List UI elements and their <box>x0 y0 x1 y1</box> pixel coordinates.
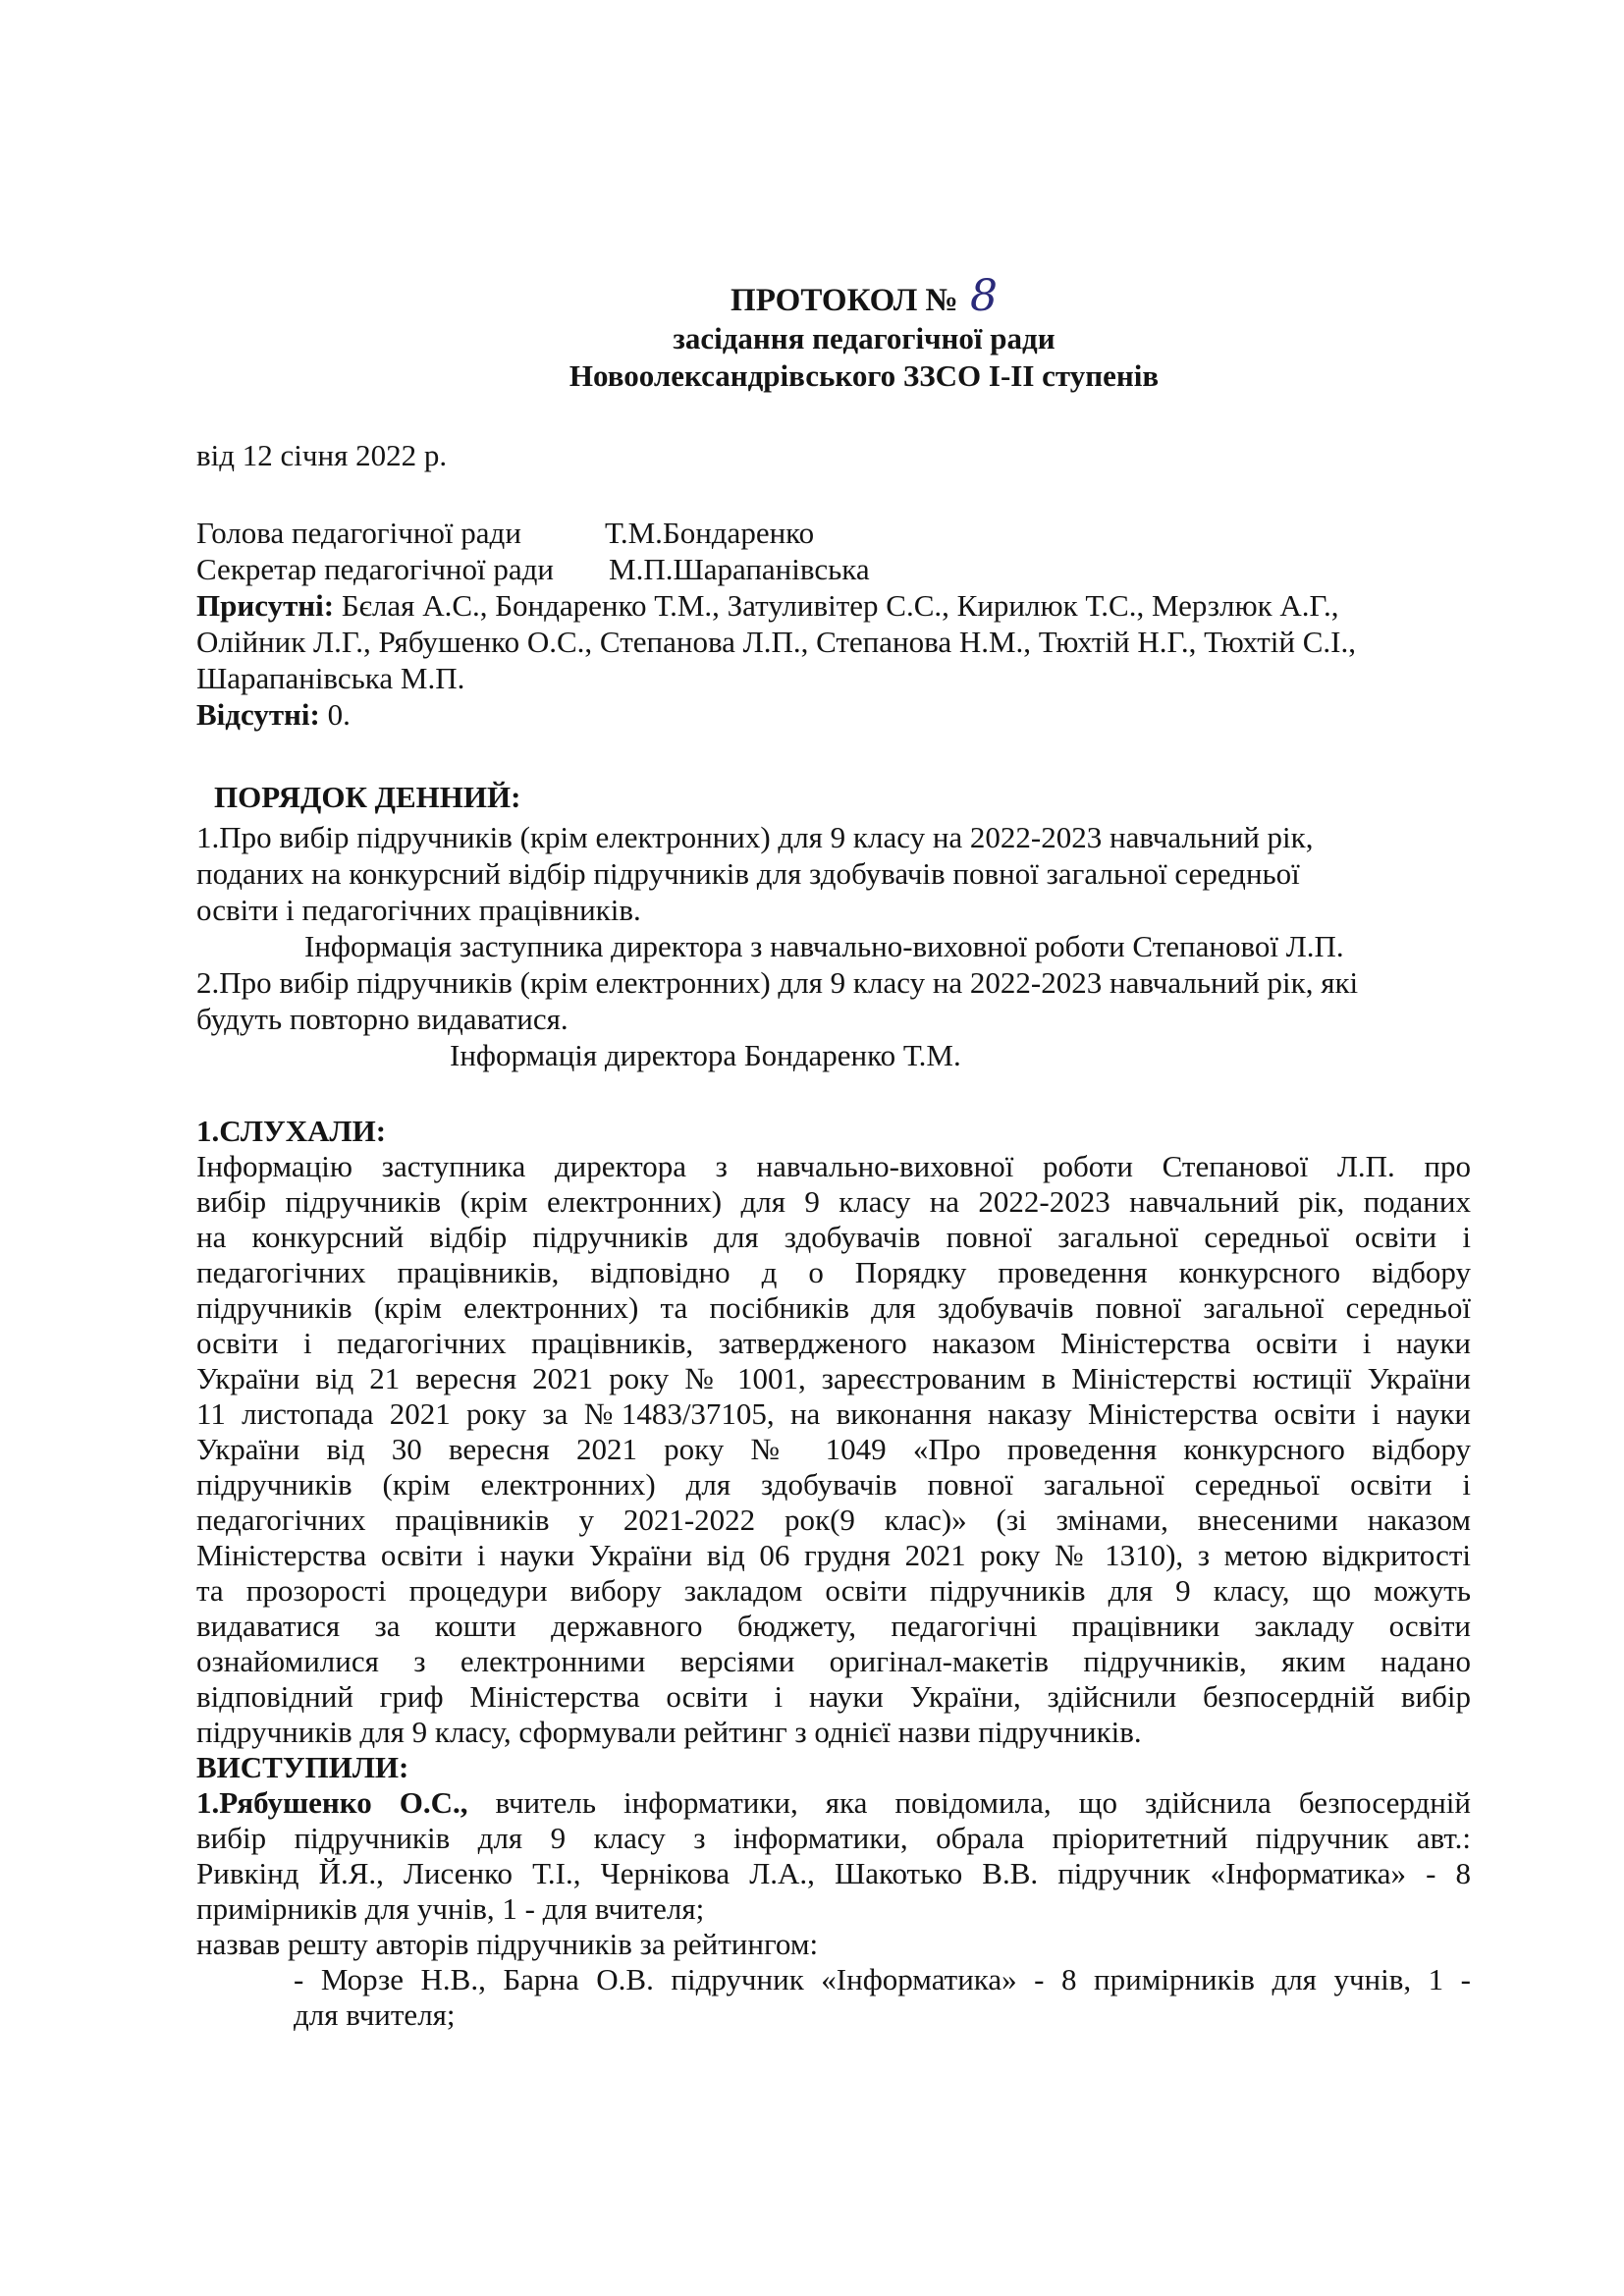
minutes-body <box>196 1113 1471 2032</box>
chair-label: Голова педагогічної ради <box>196 516 521 550</box>
chair-value: Т.М.Бондаренко <box>605 516 815 550</box>
heard-paragraph-line: та прозорості процедури вибору закладом освіти підручників для 9 класу, що можуть <box>196 1573 1471 1608</box>
title-block <box>295 271 1434 395</box>
absent-value: 0. <box>319 697 351 732</box>
ranking-list-item-continuation: для вчителя; <box>294 1997 456 2032</box>
agenda-item-1-speaker: Інформація заступника директора з навчально-виховної роботи Степанової Л.П. <box>304 929 1344 963</box>
heard-paragraph-line: Інформацію заступника директора з навчально-виховної роботи Степанової Л.П. про <box>196 1149 1471 1183</box>
meeting-subtitle: засідання педагогічної ради <box>673 321 1056 355</box>
heard-paragraph-line: вибір підручників (крім електронних) для 9 класу на 2022-2023 навчальний рік, поданих <box>196 1184 1471 1219</box>
heard-paragraph-line: педагогічних працівників у 2021-2022 рок(9 клас)» (зі змінами, внесеними наказом <box>196 1503 1471 1537</box>
heard-paragraph-line: підручників (крім електронних) для здобувачів повної загальної середньої освіти і <box>196 1467 1471 1502</box>
protocol-number-handwritten: 8 <box>969 271 998 321</box>
ranking-intro: назвав решту авторів підручників за рейтингом: <box>196 1927 819 1961</box>
agenda-list <box>196 819 1473 1073</box>
heard-paragraph-line: видаватися за кошти державного бюджету, педагогічні працівники закладу освіти <box>196 1609 1471 1643</box>
heard-paragraph-line: ознайомилися з електронними версіями оригінал-макетів підручників, яким надано <box>196 1644 1471 1678</box>
present-names-line: Шарапанівська М.П. <box>196 661 465 695</box>
heard-paragraph-line: України від 21 вересня 2021 року № 1001, зареєстрованим в Міністерстві юстиції України <box>196 1361 1471 1395</box>
heard-paragraph-line: 11 листопада 2021 року за №1483/37105, на виконання наказу Міністерства освіти і науки <box>196 1396 1471 1431</box>
agenda-heading: ПОРЯДОК ДЕННИЙ: <box>214 780 521 814</box>
speaker-name: 1.Рябушенко О.С., <box>196 1785 468 1820</box>
heard-paragraph-line: України від 30 вересня 2021 року № 1049 «Про проведення конкурсного відбору <box>196 1432 1471 1466</box>
speaker-text-line: Ривкінд Й.Я., Лисенко Т.І., Чернікова Л.А., Шакотько В.В. підручник «Інформатика» - 8 <box>196 1856 1471 1890</box>
protocol-title <box>295 271 1434 321</box>
agenda-item-2-line: будуть повторно видаватися. <box>196 1002 568 1036</box>
heard-paragraph-last-line: підручників для 9 класу, сформували рейтинг з однієї назви підручників. <box>196 1715 1142 1749</box>
absent-label: Відсутні: <box>196 697 320 732</box>
chair-row <box>196 515 1473 551</box>
heard-paragraph-line: підручників (крім електронних) та посібників для здобувачів повної загальної середньої <box>196 1290 1471 1325</box>
present-row <box>196 587 1473 624</box>
absent-row <box>196 696 1473 733</box>
speaker-text-line: примірників для учнів, 1 - для вчителя; <box>196 1891 705 1926</box>
heard-paragraph-line: відповідний гриф Міністерства освіти і науки України, здійснили безпосердній вибір <box>196 1679 1471 1714</box>
secretary-row <box>196 551 1473 587</box>
heard-paragraph-line: Міністерства освіти і науки України від 06 грудня 2021 року № 1310), з метою відкритості <box>196 1538 1471 1572</box>
present-names: Бєлая А.С., Бондаренко Т.М., Затуливітер С.С., Кирилюк Т.С., Мерзлюк А.Г., <box>334 588 1339 623</box>
speaker-text-line: вибір підручників для 9 класу з інформатики, обрала пріоритетний підручник авт.: <box>196 1821 1471 1855</box>
spoke-heading: ВИСТУПИЛИ: <box>196 1750 409 1784</box>
secretary-value: М.П.Шарапанівська <box>609 552 870 586</box>
agenda-item-1-line: поданих на конкурсний відбір підручників для здобувачів повної загальної середньої <box>196 856 1300 891</box>
heard-paragraph-line: на конкурсний відбір підручників для здобувачів повної загальної середньої освіти і <box>196 1220 1471 1254</box>
ranking-list-item: - Морзе Н.В., Барна О.В. підручник «Інформатика» - 8 примірників для учнів, 1 - <box>294 1962 1471 1996</box>
agenda-item-1-line: освіти і педагогічних працівників. <box>196 893 641 927</box>
present-names-line: Олійник Л.Г., Рябушенко О.С., Степанова Л.П., Степанова Н.М., Тюхтій Н.Г., Тюхтій С.І., <box>196 625 1356 659</box>
school-name: Новоолександрівського ЗЗСО І-ІІ ступенів <box>568 358 1160 393</box>
protocol-label: ПРОТОКОЛ № <box>731 283 958 318</box>
heard-heading: 1.СЛУХАЛИ: <box>196 1114 387 1148</box>
attendance-block <box>196 515 1473 733</box>
secretary-label: Секретар педагогічної ради <box>196 552 554 586</box>
speaker-text: вчитель інформатики, яка повідомила, що здійснила безпосердній <box>467 1785 1471 1820</box>
heard-paragraph-line: педагогічних працівників, відповідно д о Порядку проведення конкурсного відбору <box>196 1255 1471 1289</box>
present-label: Присутні: <box>196 588 335 623</box>
speaker-line <box>196 1784 1471 1820</box>
agenda-item-2-speaker: Інформація директора Бондаренко Т.М. <box>450 1038 961 1072</box>
agenda-item-2-line: 2.Про вибір підручників (крім електронних) для 9 класу на 2022-2023 навчальний рік, які <box>196 965 1359 1000</box>
meeting-date: від 12 січня 2022 р. <box>196 438 448 472</box>
heard-paragraph-line: освіти і педагогічних працівників, затвердженого наказом Міністерства освіти і науки <box>196 1326 1471 1360</box>
agenda-item-1-line: 1.Про вибір підручників (крім електронних) для 9 класу на 2022-2023 навчальний рік, <box>196 820 1314 854</box>
